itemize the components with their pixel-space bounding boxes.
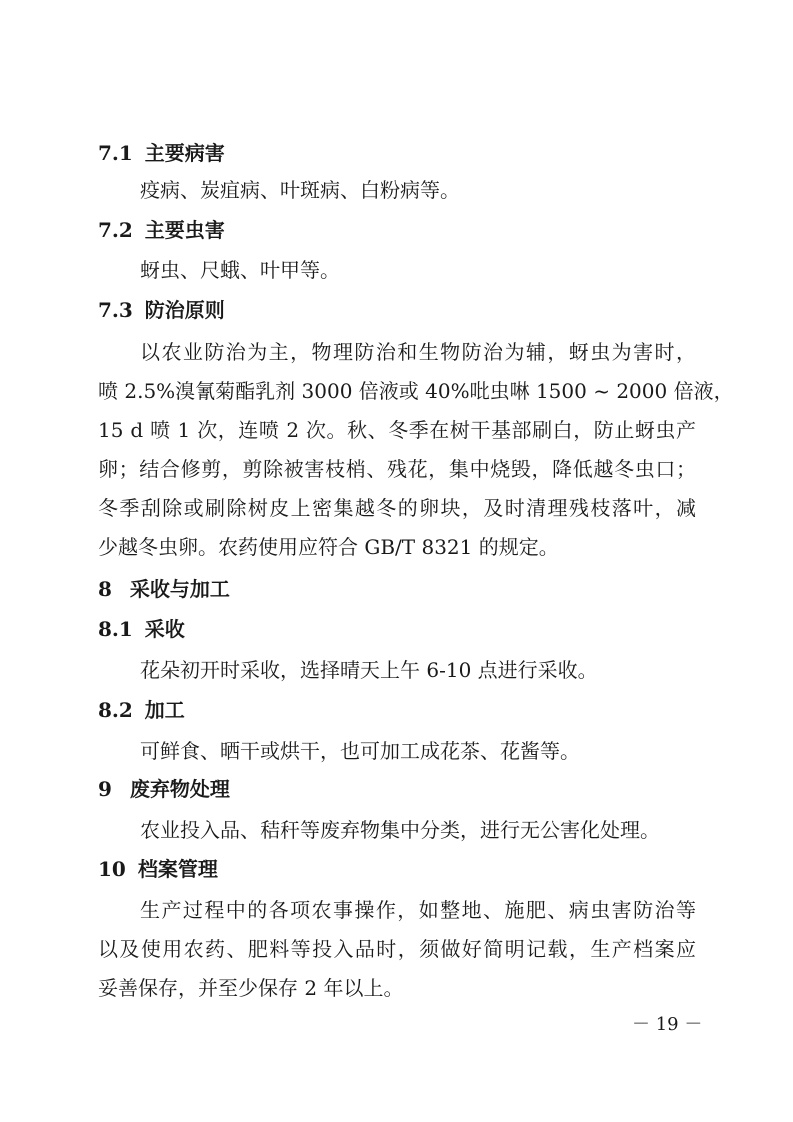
paragraph-line: 15 d 喷 1 次，连喷 2 次。秋、冬季在树干基部刷白，防止蚜虫产 (98, 418, 696, 442)
paragraph-line: 可鲜食、晒干或烘干，也可加工成花茶、花酱等。 (140, 739, 580, 763)
section-title: 采收 (144, 617, 185, 641)
paragraph-line: 蚜虫、尺蛾、叶甲等。 (140, 258, 340, 282)
section-9-paragraph (98, 811, 738, 850)
section-7-3-heading (98, 296, 225, 324)
section-7-1-paragraph (98, 171, 738, 210)
section-8-1-paragraph (98, 651, 738, 690)
section-title: 档案管理 (137, 857, 218, 881)
paragraph-line: 妥善保存，并至少保存 2 年以上。 (98, 976, 404, 1000)
paragraph-line: 卵；结合修剪，剪除被害枝梢、残花，集中烧毁，降低越冬虫口； (98, 457, 696, 481)
section-number: 8.1 (98, 617, 133, 641)
page-number: － 19 － (632, 1014, 703, 1035)
paragraph-line: 以农业防治为主，物理防治和生物防治为辅，蚜虫为害时， (140, 340, 696, 364)
section-8-heading (98, 575, 230, 603)
section-number: 7.2 (98, 218, 133, 242)
section-number: 8.2 (98, 698, 133, 722)
section-7-2-heading (98, 216, 225, 244)
section-9-heading (98, 775, 230, 803)
paragraph-line: 少越冬虫卵。农药使用应符合 GB/T 8321 的规定。 (98, 535, 559, 559)
section-10-paragraph (98, 891, 696, 1008)
paragraph-line: 疫病、炭疽病、叶斑病、白粉病等。 (140, 178, 460, 202)
section-8-1-heading (98, 615, 185, 643)
section-8-2-paragraph (98, 732, 738, 771)
section-title: 主要病害 (144, 141, 225, 165)
paragraph-line: 生产过程中的各项农事操作，如整地、施肥、病虫害防治等 (140, 898, 696, 922)
paragraph-line: 以及使用农药、肥料等投入品时，须做好简明记载，生产档案应 (98, 937, 696, 961)
section-number: 8 (98, 577, 112, 601)
section-title: 废弃物处理 (129, 777, 230, 801)
section-title: 采收与加工 (129, 577, 230, 601)
section-number: 10 (98, 857, 126, 881)
section-title: 主要虫害 (144, 218, 225, 242)
paragraph-line: 喷 2.5%溴氰菊酯乳剂 3000 倍液或 40%吡虫啉 1500 ~ 2000 倍液， (98, 379, 734, 403)
section-number: 7.1 (98, 141, 133, 165)
section-10-heading (98, 855, 218, 883)
section-number: 7.3 (98, 298, 133, 322)
section-title: 防治原则 (144, 298, 225, 322)
section-number: 9 (98, 777, 112, 801)
paragraph-line: 花朵初开时采收，选择晴天上午 6-10 点进行采收。 (140, 658, 598, 682)
section-7-3-paragraph (98, 333, 734, 567)
section-title: 加工 (144, 698, 185, 722)
section-7-2-paragraph (98, 251, 738, 290)
section-7-1-heading (98, 139, 225, 167)
paragraph-line: 冬季刮除或刷除树皮上密集越冬的卵块，及时清理残枝落叶，减 (98, 496, 696, 520)
section-8-2-heading (98, 696, 185, 724)
paragraph-line: 农业投入品、秸秆等废弃物集中分类，进行无公害化处理。 (140, 818, 660, 842)
